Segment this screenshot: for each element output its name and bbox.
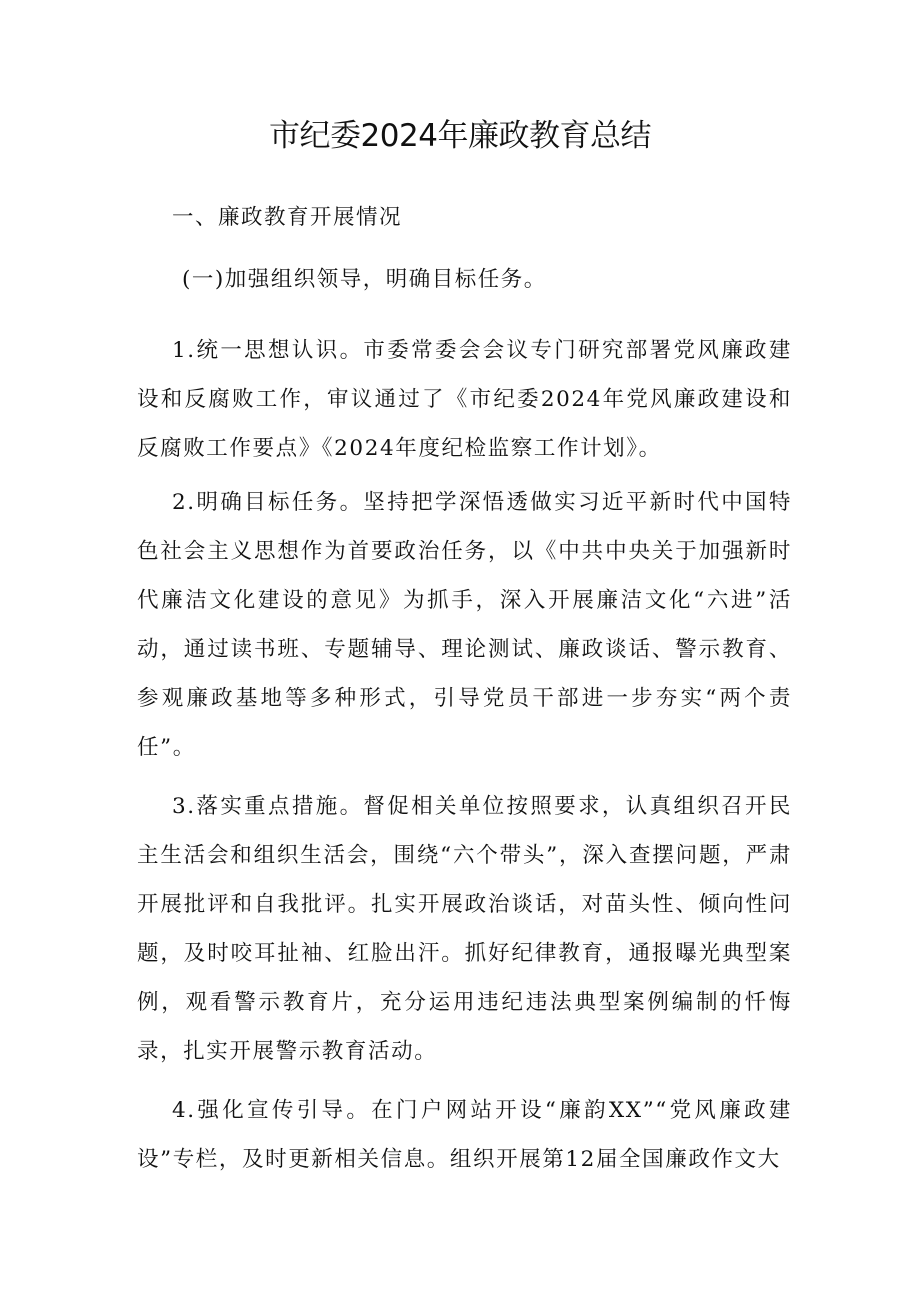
paragraph-3: 3.落实重点措施。督促相关单位按照要求，认真组织召开民主生活会和组织生活会，围绕“六个带头”，深入查摆问题，严肃开展批评和自我批评。扎实开展政治谈话，对苗头性、倾向性问题，及时咬耳扯袖、红脸出汗。抓好纪律教育，通报曝光典型案例，观看警示教育片，充分运用违纪违法典型案例编制的忏悔录，扎实开展警示教育活动。 — [137, 794, 792, 1064]
paragraph-1: 1.统一思想认识。市委常委会会议专门研究部署党风廉政建设和反腐败工作，审议通过了《市纪委2024年党风廉政建设和反腐败工作要点》《2024年度纪检监察工作计划》。 — [137, 338, 792, 461]
section-heading: 一、廉政教育开展情况 — [172, 205, 403, 230]
subsection-heading: (一)加强组织领导，明确目标任务。 — [182, 267, 547, 292]
document-title: 市纪委2024年廉政教育总结 — [269, 118, 651, 154]
paragraph-4: 4.强化宣传引导。在门户网站开设“廉韵XX”“党风廉政建设”专栏，及时更新相关信息。组织开展第12届全国廉政作文大 — [137, 1098, 792, 1172]
paragraph-2: 2.明确目标任务。坚持把学深悟透做实习近平新时代中国特色社会主义思想作为首要政治任务，以《中共中央关于加强新时代廉洁文化建设的意见》为抓手，深入开展廉洁文化“六进”活动，通过读书班、专题辅导、理论测试、廉政谈话、警示教育、参观廉政基地等多种形式，引导党员干部进一步夯实“两个责任”。 — [137, 490, 792, 760]
